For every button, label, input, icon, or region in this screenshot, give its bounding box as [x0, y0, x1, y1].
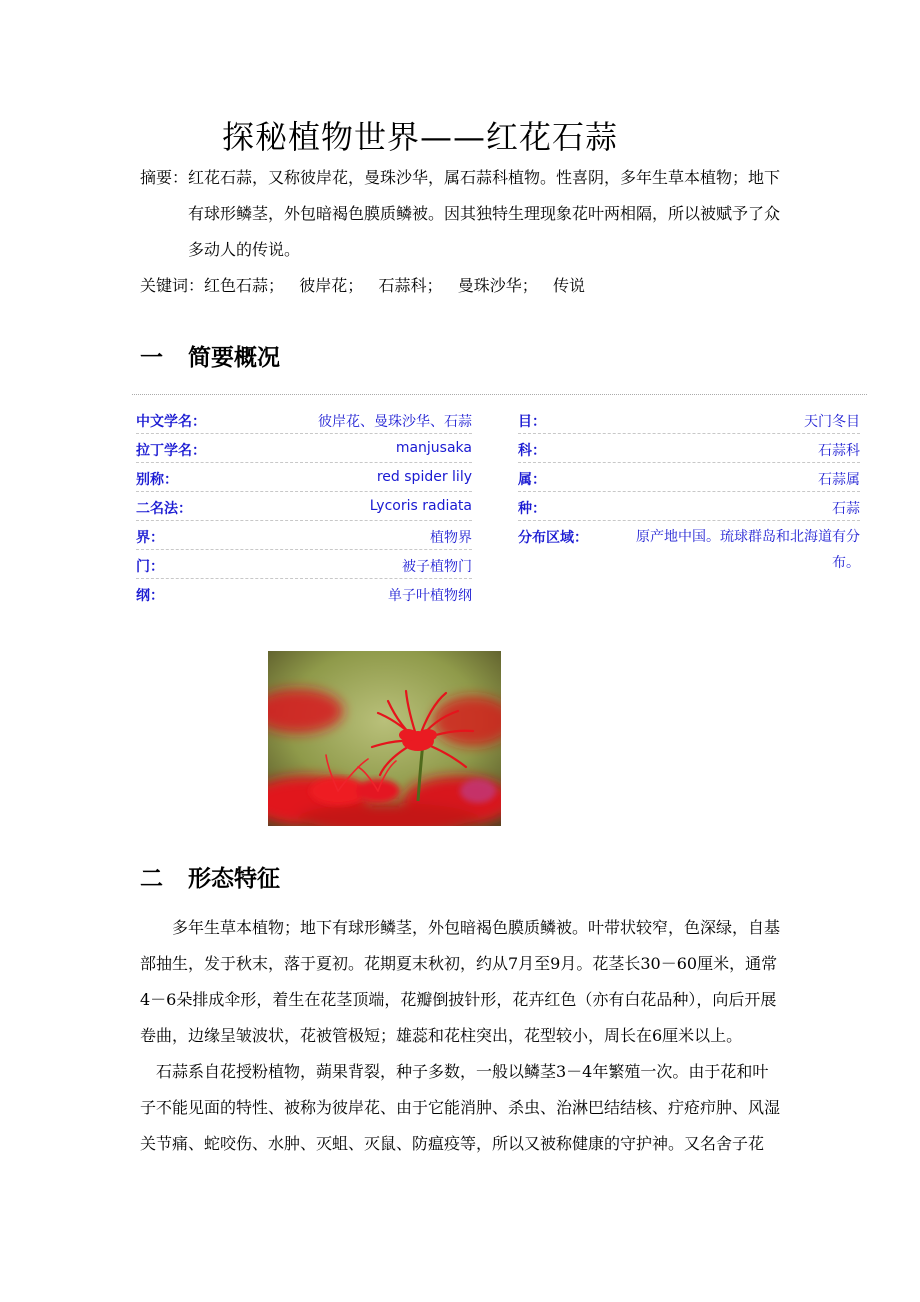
infobox-key: 界：: [136, 530, 164, 546]
red-spider-lily-photo: [268, 651, 501, 826]
infobox-row: [136, 435, 472, 463]
infobox-key: 目：: [518, 414, 546, 430]
section-heading-morphology: [140, 860, 280, 893]
section-title: 简要概况: [188, 345, 280, 371]
infobox-key: 拉丁学名：: [136, 443, 206, 459]
infobox-value: 单子叶植物纲: [388, 588, 472, 604]
infobox-key: 门：: [136, 559, 164, 575]
infobox-value: red spider lily: [376, 469, 472, 485]
infobox-key: 中文学名：: [136, 414, 206, 430]
infobox-row: [518, 464, 860, 492]
infobox-key: 科：: [518, 443, 546, 459]
infobox-value: 石蒜: [832, 501, 860, 517]
abstract-line-1: 摘要：红花石蒜，又称彼岸花，曼珠沙华，属石蒜科植物。性喜阴，多年生草本植物；地下: [140, 168, 781, 187]
infobox-row: [136, 406, 472, 434]
infobox-divider: [132, 394, 867, 395]
infobox-row: [518, 406, 860, 434]
section-number: 一: [140, 345, 163, 371]
infobox-key: 二名法：: [136, 501, 192, 517]
infobox-key: 分布区域：: [518, 530, 588, 546]
infobox-key: 别称：: [136, 472, 178, 488]
abstract-continuation: [188, 196, 800, 268]
infobox-value: 原产地中国。琉球群岛和北海道有分布。: [636, 529, 860, 571]
infobox-row: [136, 580, 472, 607]
infobox-row: [136, 551, 472, 579]
infobox-value: 被子植物门: [402, 559, 472, 575]
infobox-value: manjusaka: [395, 440, 472, 456]
infobox-value: 植物界: [430, 530, 472, 546]
infobox-left-column: [136, 406, 472, 608]
infobox-row: [518, 493, 860, 521]
infobox-value: 石蒜科: [818, 443, 860, 459]
abstract-line-3: 多动人的传说。: [188, 240, 301, 259]
infobox-key: 种：: [518, 501, 546, 517]
section-heading-overview: [140, 339, 280, 372]
section-number: 二: [140, 866, 163, 892]
paragraph: 石蒜系自花授粉植物，蒴果背裂，种子多数，一般以鳞茎3－4年繁殖一次。由于花和叶子不能见面的特性、被称为彼岸花、由于它能消肿、杀虫、治淋巴结结核、疔疮疖肿、风湿关节痛、蛇咬伤、水肿、灭蛆、灭鼠、防瘟疫等，所以又被称健康的守护神。又名舍子花: [140, 1062, 781, 1153]
infobox-row: [518, 435, 860, 463]
infobox-value: Lycoris radiata: [369, 498, 472, 514]
infobox-value: 石蒜属: [818, 472, 860, 488]
infobox-key: 纲：: [136, 588, 164, 604]
section-title: 形态特征: [188, 866, 280, 892]
infobox-key: 属：: [518, 472, 546, 488]
infobox-row: [136, 464, 472, 492]
page-title: 探秘植物世界——红花石蒜: [222, 118, 619, 156]
paragraph: 多年生草本植物；地下有球形鳞茎，外包暗褐色膜质鳞被。叶带状较窄，色深绿，自基部抽生，发于秋末，落于夏初。花期夏末秋初，约从7月至9月。花茎长30－60厘米，通常4－6朵排成伞形，着生在花茎顶端，花瓣倒披针形，花卉红色（亦有白花品种），向后开展卷曲，边缘呈皱波状，花被管极短；雄蕊和花柱突出，花型较小，周长在6厘米以上。: [140, 918, 781, 1045]
infobox-row: [136, 522, 472, 550]
infobox-row: [136, 493, 472, 521]
infobox-value: 彼岸花、曼珠沙华、石蒜: [318, 414, 472, 430]
infobox-value: 天门冬目: [804, 414, 860, 430]
abstract-line-2: 有球形鳞茎，外包暗褐色膜质鳞被。因其独特生理现象花叶两相隔，所以被赋予了众: [188, 204, 781, 223]
morphology-body: [140, 910, 780, 1162]
infobox-right-column: [518, 406, 860, 579]
keywords: 关键词：红色石蒜； 彼岸花； 石蒜科； 曼珠沙华； 传说: [140, 276, 586, 295]
flower-image: [268, 651, 501, 826]
infobox-row: [518, 522, 860, 578]
